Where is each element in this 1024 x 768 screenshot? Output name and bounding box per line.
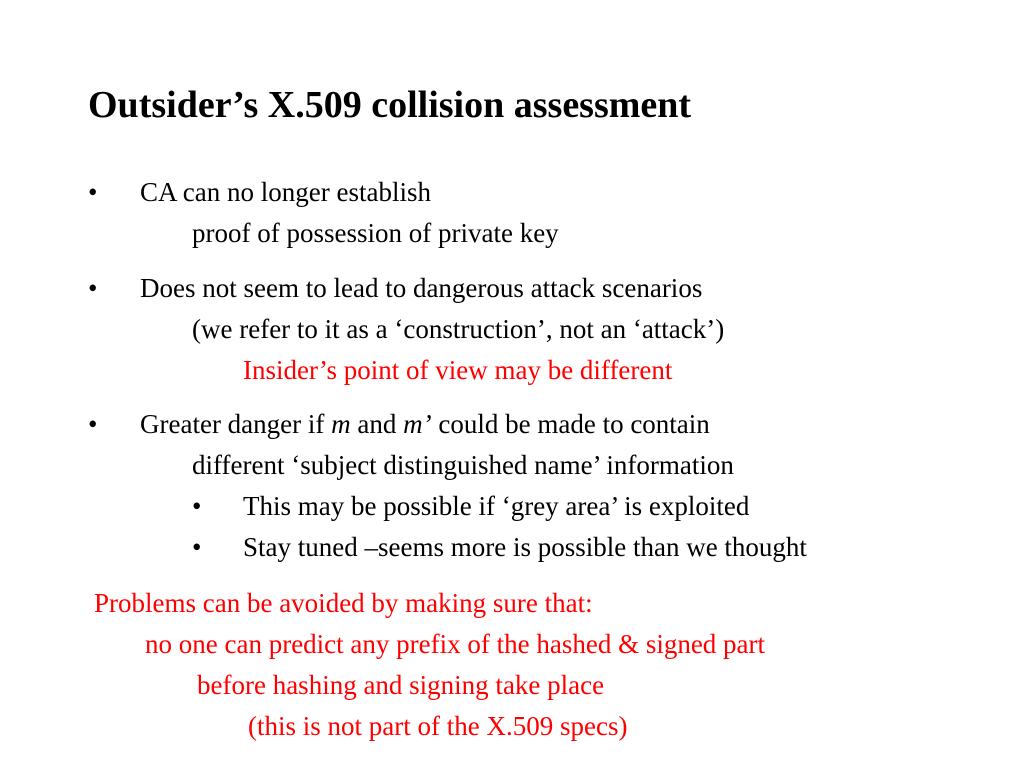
- sub-bullet-2-marker: •: [192, 532, 202, 562]
- bullet-1-marker: •: [88, 177, 98, 207]
- problems-heading: Problems can be avoided by making sure that:: [94, 588, 593, 618]
- sub-bullet-1-text: This may be possible if ‘grey area’ is exploited: [243, 491, 750, 521]
- bullet-2-insider-note: Insider’s point of view may be different: [243, 355, 673, 385]
- problems-line-2: no one can predict any prefix of the hashed & signed part: [145, 629, 766, 659]
- sub-bullet-2-text: Stay tuned –seems more is possible than we thought: [243, 532, 807, 562]
- bullet-2-continuation: (we refer to it as a ‘construction’, not an ‘attack’): [192, 314, 725, 344]
- bullet-3-m-prime: m’: [403, 409, 432, 439]
- bullet-2-text: Does not seem to lead to dangerous attack scenarios: [140, 273, 703, 303]
- bullet-3-m: m: [331, 409, 351, 439]
- sub-bullet-1-marker: •: [192, 491, 202, 521]
- bullet-3-text: [140, 406, 710, 442]
- bullet-3-prefix: Greater danger if: [140, 409, 332, 439]
- problems-line-3: before hashing and signing take place: [197, 670, 605, 700]
- slide-title: Outsider’s X.509 collision assessment: [88, 84, 692, 126]
- bullet-3-continuation: different ‘subject distinguished name’ information: [192, 450, 734, 480]
- problems-line-4: (this is not part of the X.509 specs): [248, 711, 628, 741]
- bullet-1-text: CA can no longer establish: [140, 177, 431, 207]
- bullet-2-marker: •: [88, 273, 98, 303]
- bullet-3-and: and: [350, 409, 404, 439]
- bullet-1-continuation: proof of possession of private key: [192, 218, 559, 248]
- bullet-3-suffix: could be made to contain: [431, 409, 710, 439]
- bullet-3-marker: •: [88, 409, 98, 439]
